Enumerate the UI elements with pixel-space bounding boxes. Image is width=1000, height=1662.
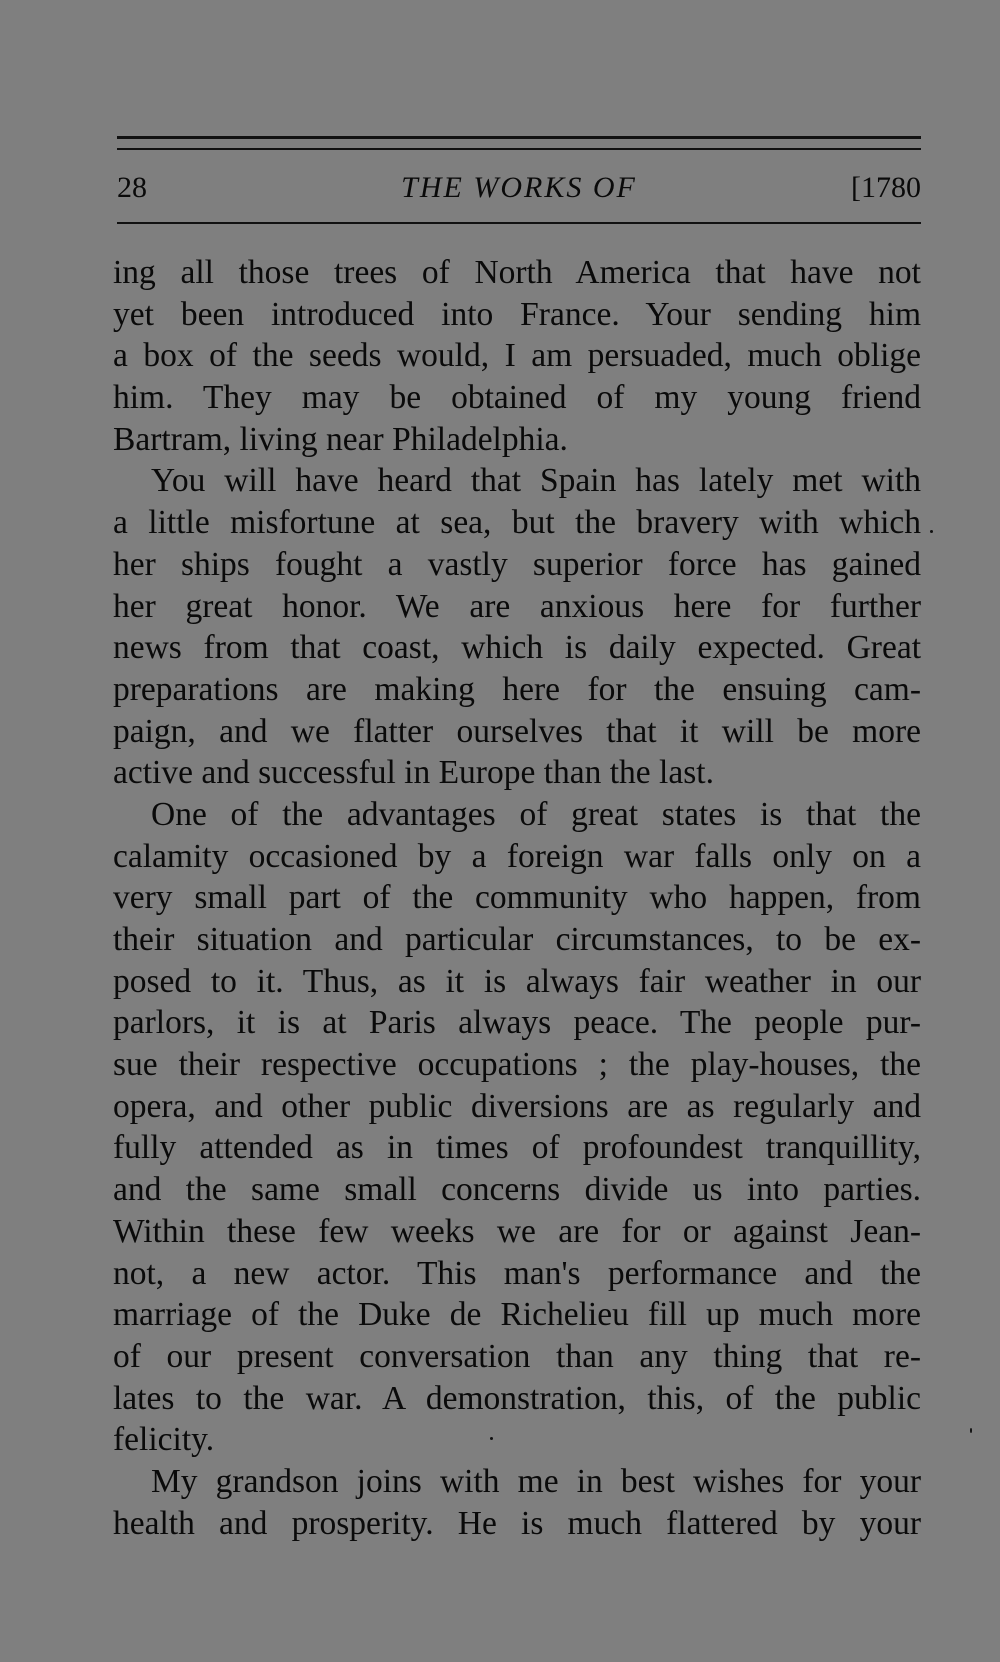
text-line: her great honor. We are anxious here for further [113,587,921,625]
text-line: My grandson joins with me in best wishes for your [151,1462,921,1500]
page-number: 28 [117,171,147,204]
text-line: very small part of the community who happen, from [113,879,921,917]
text-line: Bartram, living near Philadelphia. [113,420,568,458]
text-line: ing all those trees of North America that have not [113,254,921,291]
header-rule-bottom [117,222,921,224]
text-line: health and prosperity. He is much flattered by your [113,1504,921,1542]
scan-speck [930,530,933,533]
text-line: their situation and particular circumstances, to be ex- [113,921,921,958]
running-head [117,168,921,208]
paragraph [113,1461,921,1544]
scan-speck [970,1428,972,1433]
body-text [113,252,921,1544]
text-line: him. They may be obtained of my young friend [113,379,921,417]
scan-speck [490,1437,493,1440]
text-line: not, a new actor. This man's performance and the [113,1254,921,1292]
paragraph [113,460,921,794]
running-year: [1780 [851,171,921,204]
paragraph [113,252,921,460]
text-line: lates to the war. A demonstration, this, of the public [113,1379,921,1417]
running-title: THE WORKS OF [401,171,637,204]
text-line: preparations are making here for the ensuing cam- [113,670,921,708]
text-line: active and successful in Europe than the last. [113,754,714,792]
text-line: and the same small concerns divide us into parties. [113,1171,921,1209]
text-line: fully attended as in times of profoundest tranquillity, [113,1129,921,1167]
text-line: a little misfortune at sea, but the bravery with which [113,504,921,542]
text-line: paign, and we flatter ourselves that it will be more [113,712,921,750]
text-line: calamity occasioned by a foreign war falls only on a [113,837,921,875]
text-line: One of the advantages of great states is that the [151,795,921,833]
header-rule-second [117,148,921,150]
text-line: marriage of the Duke de Richelieu fill up much more [113,1296,921,1334]
text-line: yet been introduced into France. Your sending him [113,295,921,333]
text-line: felicity. [113,1421,215,1459]
paragraph [113,794,921,1461]
text-line: a box of the seeds would, I am persuaded, much oblige [113,337,921,375]
text-line: opera, and other public diversions are as regularly and [113,1087,921,1125]
text-line: posed to it. Thus, as it is always fair weather in our [113,962,921,1000]
header-rule-top [117,136,921,139]
text-line: sue their respective occupations ; the play-houses, the [113,1046,921,1084]
text-line: parlors, it is at Paris always peace. The people pur- [113,1004,921,1042]
text-line: of our present conversation than any thing that re- [113,1337,921,1375]
text-line: You will have heard that Spain has lately met with [151,462,921,500]
text-line: her ships fought a vastly superior force has gained [113,545,921,583]
text-line: news from that coast, which is daily expected. Great [113,629,921,667]
text-line: Within these few weeks we are for or against Jean- [113,1212,921,1250]
